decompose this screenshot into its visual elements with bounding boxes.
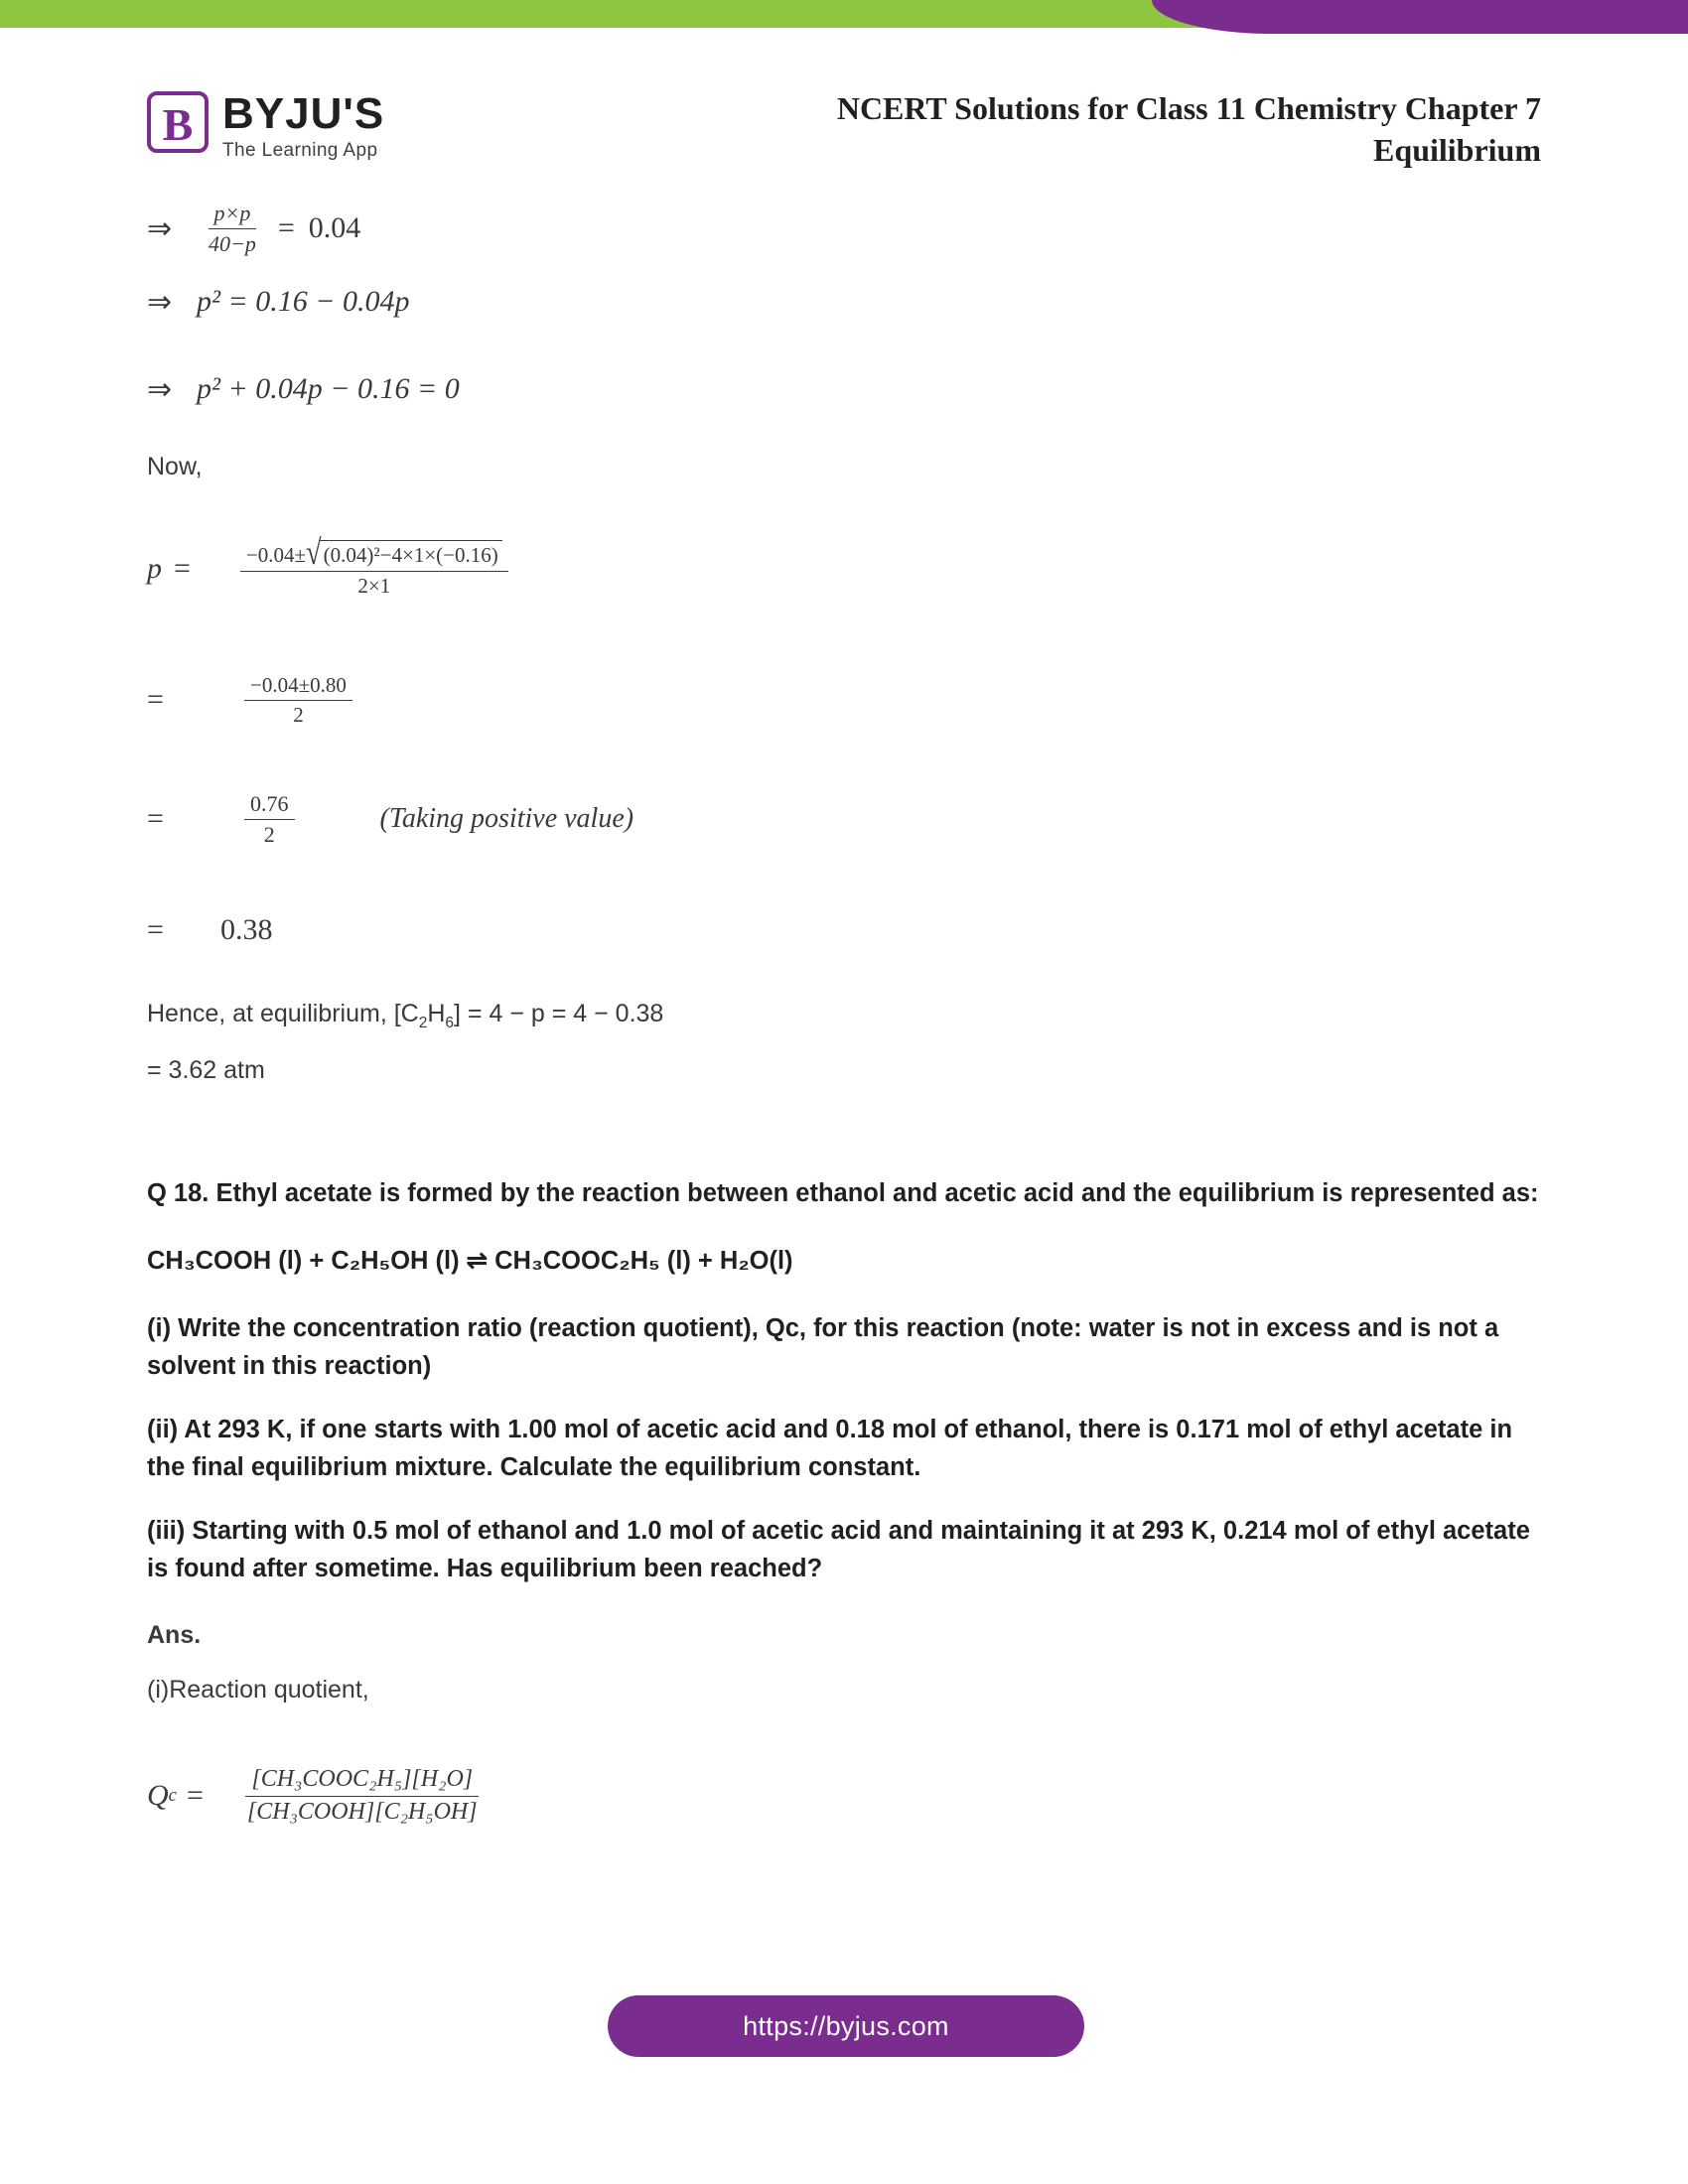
- conclusion-text-c: ] = 4 − p = 4 − 0.38: [454, 1000, 664, 1027]
- page-header: [0, 69, 1688, 179]
- brand-tagline: The Learning App: [222, 140, 378, 161]
- quadratic-fraction: [240, 534, 508, 598]
- document-title-line1: NCERT Solutions for Class 11 Chemistry Chapter 7: [836, 90, 1541, 126]
- document-title: [837, 87, 1541, 171]
- question-equation: CH₃COOH (l) + C₂H₅OH (l) ⇌ CH₃COOC₂H₅ (l) + H₂O(l): [147, 1247, 793, 1275]
- conclusion-text-b: H: [427, 1000, 446, 1027]
- quadratic-num-prefix: −0.04±: [245, 543, 307, 568]
- footer-url-button[interactable]: https://byjus.com: [608, 1995, 1084, 2057]
- byjus-logo: [147, 91, 384, 162]
- decorative-top-bars: [0, 0, 1688, 34]
- conclusion-line-2: = 3.62 atm: [147, 1056, 265, 1084]
- equation-1-value: 0.04: [308, 211, 361, 244]
- qc-symbol: Q: [147, 1779, 169, 1812]
- step3-numerator: 0.76: [244, 791, 295, 819]
- equals-sign: =: [186, 1779, 204, 1812]
- document-title-line2: Equilibrium: [1373, 132, 1541, 168]
- step2-fraction: [244, 673, 352, 726]
- conclusion-sub-2: 2: [418, 1015, 428, 1031]
- implies-arrow-icon: ⇒: [147, 371, 173, 407]
- equals-sign: =: [147, 913, 164, 946]
- qc-subscript: c: [168, 1785, 177, 1806]
- quadratic-denominator: 2×1: [357, 573, 391, 598]
- quadratic-step-2: [147, 660, 1688, 740]
- step3-denominator: 2: [263, 821, 275, 847]
- p-value: 0.38: [220, 913, 273, 946]
- equals-sign: =: [147, 683, 164, 716]
- step3-fraction: [244, 791, 295, 847]
- conclusion-sub-6: 6: [445, 1015, 455, 1031]
- document-body: [0, 199, 1688, 1843]
- question-part-ii: (ii) At 293 K, if one starts with 1.00 mol of acetic acid and 0.18 mol of ethanol, there is 0.171 mol of ethyl acetate in the final equilibrium mixture. Calculate the equilibrium constant.: [147, 1416, 1513, 1481]
- qc-denominator: [CH₃COOH][C₂H₅OH]: [246, 1798, 478, 1825]
- quadratic-step-4: [147, 900, 1688, 960]
- equation-3-expression: p² + 0.04p − 0.16 = 0: [197, 372, 460, 405]
- equation-step-1: [147, 199, 1688, 258]
- equals-sign: =: [147, 802, 164, 835]
- question-part-i: (i) Write the concentration ratio (reaction quotient), Qc, for this reaction (note: water is not in excess and is not a solvent in this reaction): [147, 1314, 1499, 1380]
- implies-arrow-icon: ⇒: [147, 210, 173, 246]
- radical-glyph: √: [306, 534, 322, 573]
- question-part-iii: (iii) Starting with 0.5 mol of ethanol and 1.0 mol of acetic acid and maintaining it at 293 K, 0.214 mol of ethyl acetate is found after sometime. Has equilibrium been reached?: [147, 1517, 1530, 1582]
- now-label: Now,: [147, 453, 203, 480]
- step2-denominator: 2: [293, 702, 304, 727]
- brand-name: BYJU'S: [222, 89, 385, 138]
- quadratic-numerator: [240, 534, 508, 573]
- answer-label: Ans.: [147, 1621, 202, 1649]
- conclusion-text-a: Hence, at equilibrium, [C: [147, 1000, 419, 1027]
- fraction-p-over-40minusp: [203, 201, 262, 256]
- implies-arrow-icon: ⇒: [147, 284, 173, 320]
- quadratic-step-3: [147, 779, 1688, 859]
- answer-sub-label: (i)Reaction quotient,: [147, 1676, 369, 1704]
- equation-step-3: [147, 345, 1688, 433]
- fraction-numerator: p×p: [209, 201, 257, 228]
- purple-bar-curve: [1152, 0, 1688, 34]
- taking-positive-value-note: (Taking positive value): [379, 803, 634, 834]
- logo-text: [222, 91, 384, 162]
- conclusion-line-1: [147, 1000, 1688, 1032]
- equals-sign: =: [277, 211, 295, 244]
- question-heading: Q 18. Ethyl acetate is formed by the reaction between ethanol and acetic acid and the equilibrium is represented as:: [147, 1179, 1539, 1207]
- square-root-icon: [306, 534, 502, 573]
- equals-sign: =: [174, 552, 191, 585]
- equation-step-2: [147, 258, 1688, 345]
- logo-mark-icon: B: [147, 91, 209, 153]
- equation-2-expression: p² = 0.16 − 0.04p: [197, 285, 410, 318]
- fraction-denominator: 40−p: [209, 230, 256, 256]
- quadratic-formula: [147, 519, 1688, 618]
- qc-numerator: [CH₃COOC₂H₅][H₂O]: [245, 1766, 479, 1797]
- radicand: (0.04)²−4×1×(−0.16): [320, 540, 502, 568]
- quadratic-lhs: p: [147, 552, 162, 585]
- qc-fraction: [241, 1766, 484, 1826]
- reaction-quotient-expression: [147, 1748, 1688, 1843]
- step2-numerator: −0.04±0.80: [244, 673, 352, 700]
